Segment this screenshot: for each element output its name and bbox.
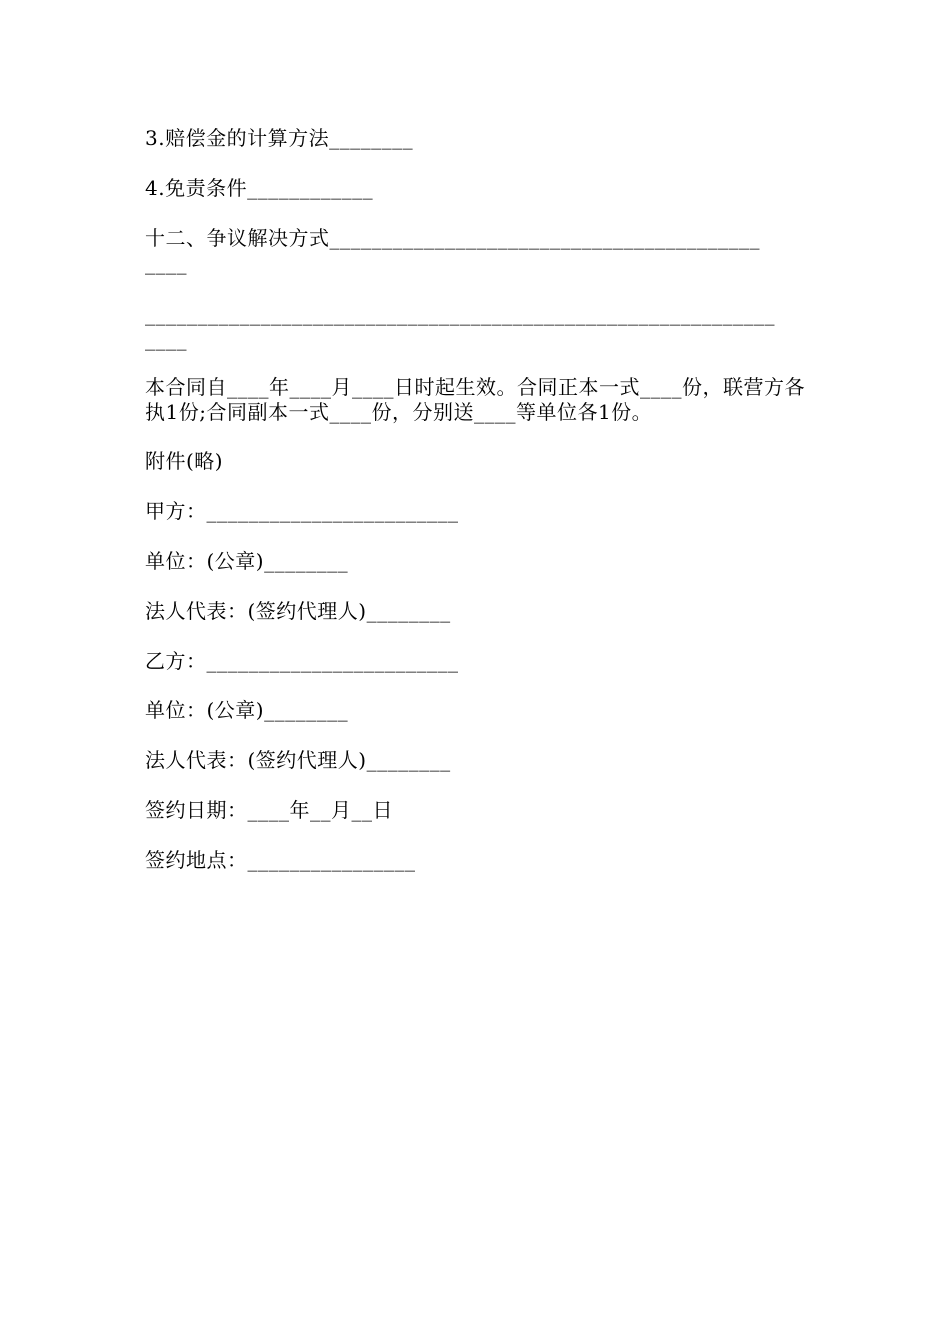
party-a-unit-line: 单位：(公章)________ <box>145 549 349 573</box>
dispute-resolution-continuation: ____ <box>145 251 187 275</box>
dispute-resolution-line: 十二、争议解决方式_________________________________________ <box>145 226 760 250</box>
party-b-unit-line: 单位：(公章)________ <box>145 698 349 722</box>
party-a-line: 甲方：________________________ <box>145 499 459 523</box>
effective-clause: 本合同自____年____月____日时起生效。合同正本一式____份，联营方各执1份;合同副本一式____份，分别送____等单位各1份。 <box>145 375 805 424</box>
signing-date-line: 签约日期：____年__月__日 <box>145 798 393 822</box>
compensation-method-line: 3.赔偿金的计算方法________ <box>145 126 414 150</box>
exemption-line: 4.免责条件____________ <box>145 176 374 200</box>
party-b-representative-line: 法人代表：(签约代理人)________ <box>145 748 451 772</box>
party-a-representative-line: 法人代表：(签约代理人)________ <box>145 599 451 623</box>
signing-place-line: 签约地点：________________ <box>145 848 416 872</box>
party-b-line: 乙方：________________________ <box>145 649 459 673</box>
dispute-blank-line: ____________________________________________________________ <box>145 302 775 326</box>
attachment-line: 附件(略) <box>145 449 224 473</box>
dispute-blank-continuation: ____ <box>145 327 187 351</box>
